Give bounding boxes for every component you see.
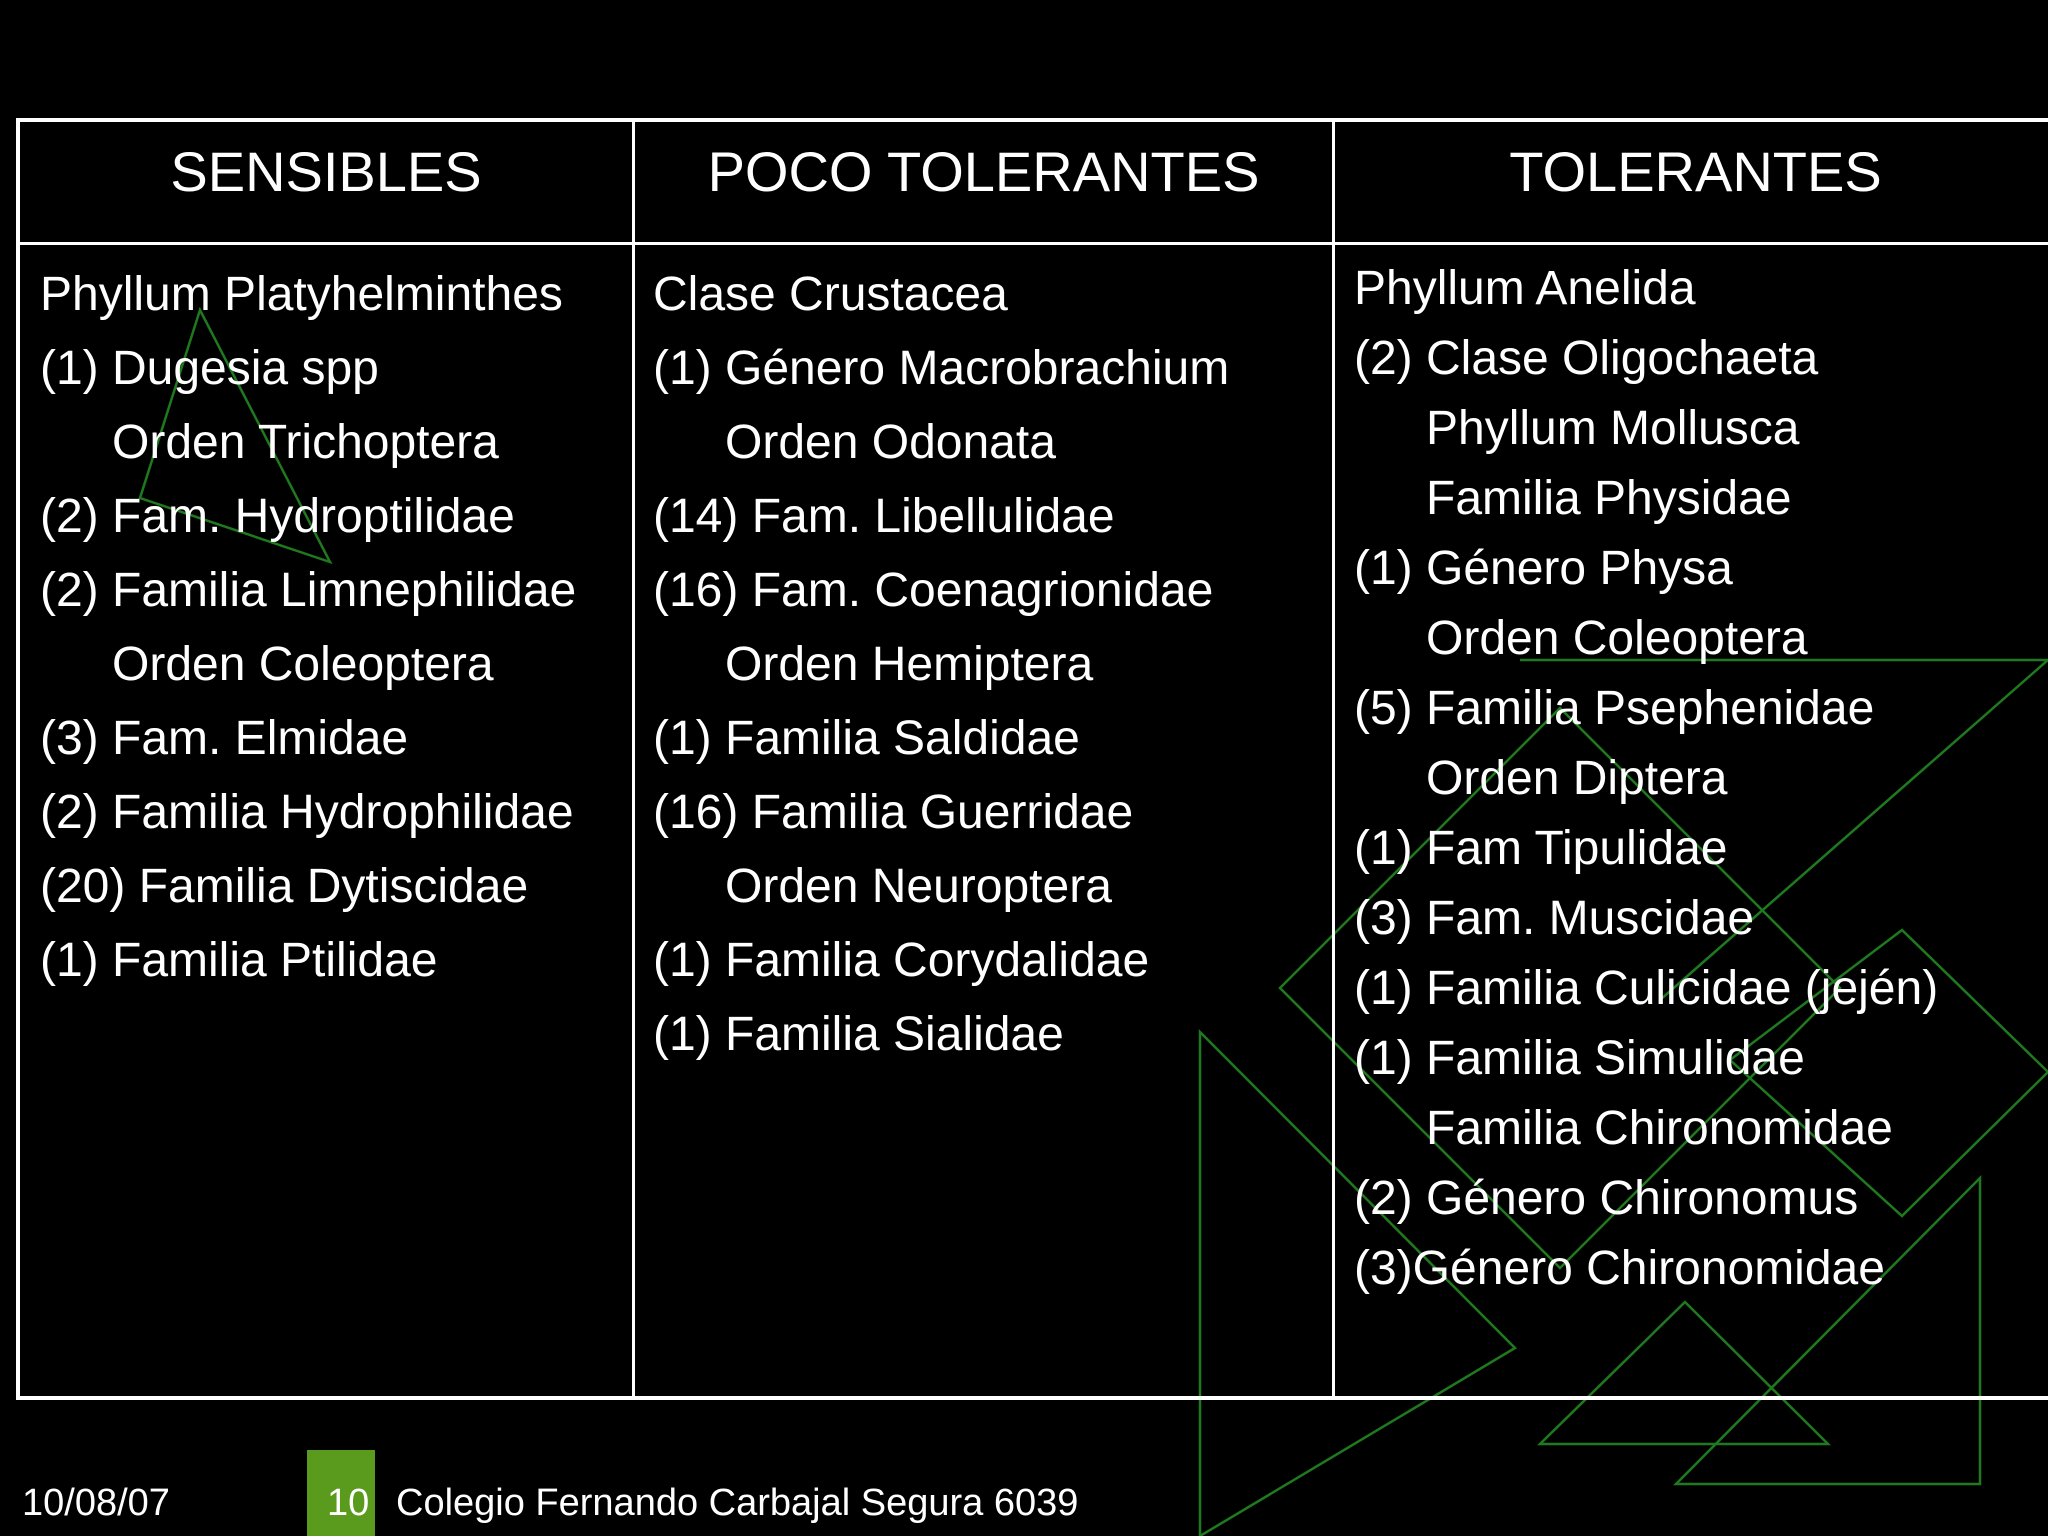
taxon-entry: (2) Familia Limnephilidae bbox=[40, 564, 577, 617]
taxon-entry: Clase Crustacea bbox=[653, 268, 1008, 321]
taxon-entry: Familia Physidae bbox=[1426, 472, 1792, 525]
taxon-entry: (1) Dugesia spp bbox=[40, 342, 379, 395]
taxon-entry: Orden Hemiptera bbox=[725, 638, 1094, 691]
taxon-entry: (1) Familia Sialidae bbox=[653, 1008, 1064, 1061]
column-divider-1 bbox=[632, 122, 635, 1396]
slide-number: 10 bbox=[327, 1482, 370, 1524]
header-sensibles: SENSIBLES bbox=[170, 140, 482, 203]
taxon-entry: (2) Familia Hydrophilidae bbox=[40, 786, 574, 839]
footer-date: 10/08/07 bbox=[22, 1482, 170, 1524]
taxa-table bbox=[16, 118, 2048, 1400]
taxon-entry: Orden Trichoptera bbox=[112, 416, 499, 469]
taxon-entry: (1) Fam Tipulidae bbox=[1354, 822, 1728, 875]
taxon-entry: Orden Coleoptera bbox=[112, 638, 494, 691]
taxon-entry: (5) Familia Psephenidae bbox=[1354, 682, 1875, 735]
taxon-entry: Orden Odonata bbox=[725, 416, 1056, 469]
taxon-entry: (1) Familia Corydalidae bbox=[653, 934, 1150, 987]
taxon-entry: (2) Género Chironomus bbox=[1354, 1172, 1859, 1225]
taxon-entry: (1) Familia Ptilidae bbox=[40, 934, 438, 987]
header-divider bbox=[20, 242, 2048, 245]
taxon-entry: Orden Coleoptera bbox=[1426, 612, 1808, 665]
taxon-entry: (3)Género Chironomidae bbox=[1354, 1242, 1885, 1295]
taxon-entry: (1) Familia Simulidae bbox=[1354, 1032, 1805, 1085]
taxon-entry: Phyllum Mollusca bbox=[1426, 402, 1800, 455]
taxon-entry: (3) Fam. Elmidae bbox=[40, 712, 409, 765]
taxon-entry: (20) Familia Dytiscidae bbox=[40, 860, 529, 913]
header-poco-tolerantes: POCO TOLERANTES bbox=[707, 140, 1260, 203]
taxon-entry: (1) Familia Saldidae bbox=[653, 712, 1080, 765]
taxon-entry: Phyllum Anelida bbox=[1354, 262, 1696, 315]
column-poco-tolerantes bbox=[653, 258, 1229, 1072]
taxon-entry: Familia Chironomidae bbox=[1426, 1102, 1893, 1155]
slide-number-box bbox=[307, 1450, 375, 1536]
column-sensibles bbox=[40, 258, 576, 998]
taxon-entry: (1) Familia Culicidae (jején) bbox=[1354, 962, 1939, 1015]
taxon-entry: (1) Género Physa bbox=[1354, 542, 1733, 595]
column-tolerantes bbox=[1354, 254, 1938, 1304]
taxon-entry: (3) Fam. Muscidae bbox=[1354, 892, 1755, 945]
column-divider-2 bbox=[1332, 122, 1335, 1396]
taxon-entry: (1) Género Macrobrachium bbox=[653, 342, 1230, 395]
taxon-entry: (14) Fam. Libellulidae bbox=[653, 490, 1115, 543]
taxon-entry: (16) Fam. Coenagrionidae bbox=[653, 564, 1214, 617]
header-tolerantes: TOLERANTES bbox=[1509, 140, 1882, 203]
taxon-entry: Orden Neuroptera bbox=[725, 860, 1112, 913]
taxon-entry: (2) Fam. Hydroptilidae bbox=[40, 490, 515, 543]
footer-school: Colegio Fernando Carbajal Segura 6039 bbox=[396, 1482, 1079, 1524]
taxon-entry: (16) Familia Guerridae bbox=[653, 786, 1134, 839]
taxon-entry: (2) Clase Oligochaeta bbox=[1354, 332, 1819, 385]
taxon-entry: Phyllum Platyhelminthes bbox=[40, 268, 563, 321]
taxon-entry: Orden Diptera bbox=[1426, 752, 1728, 805]
